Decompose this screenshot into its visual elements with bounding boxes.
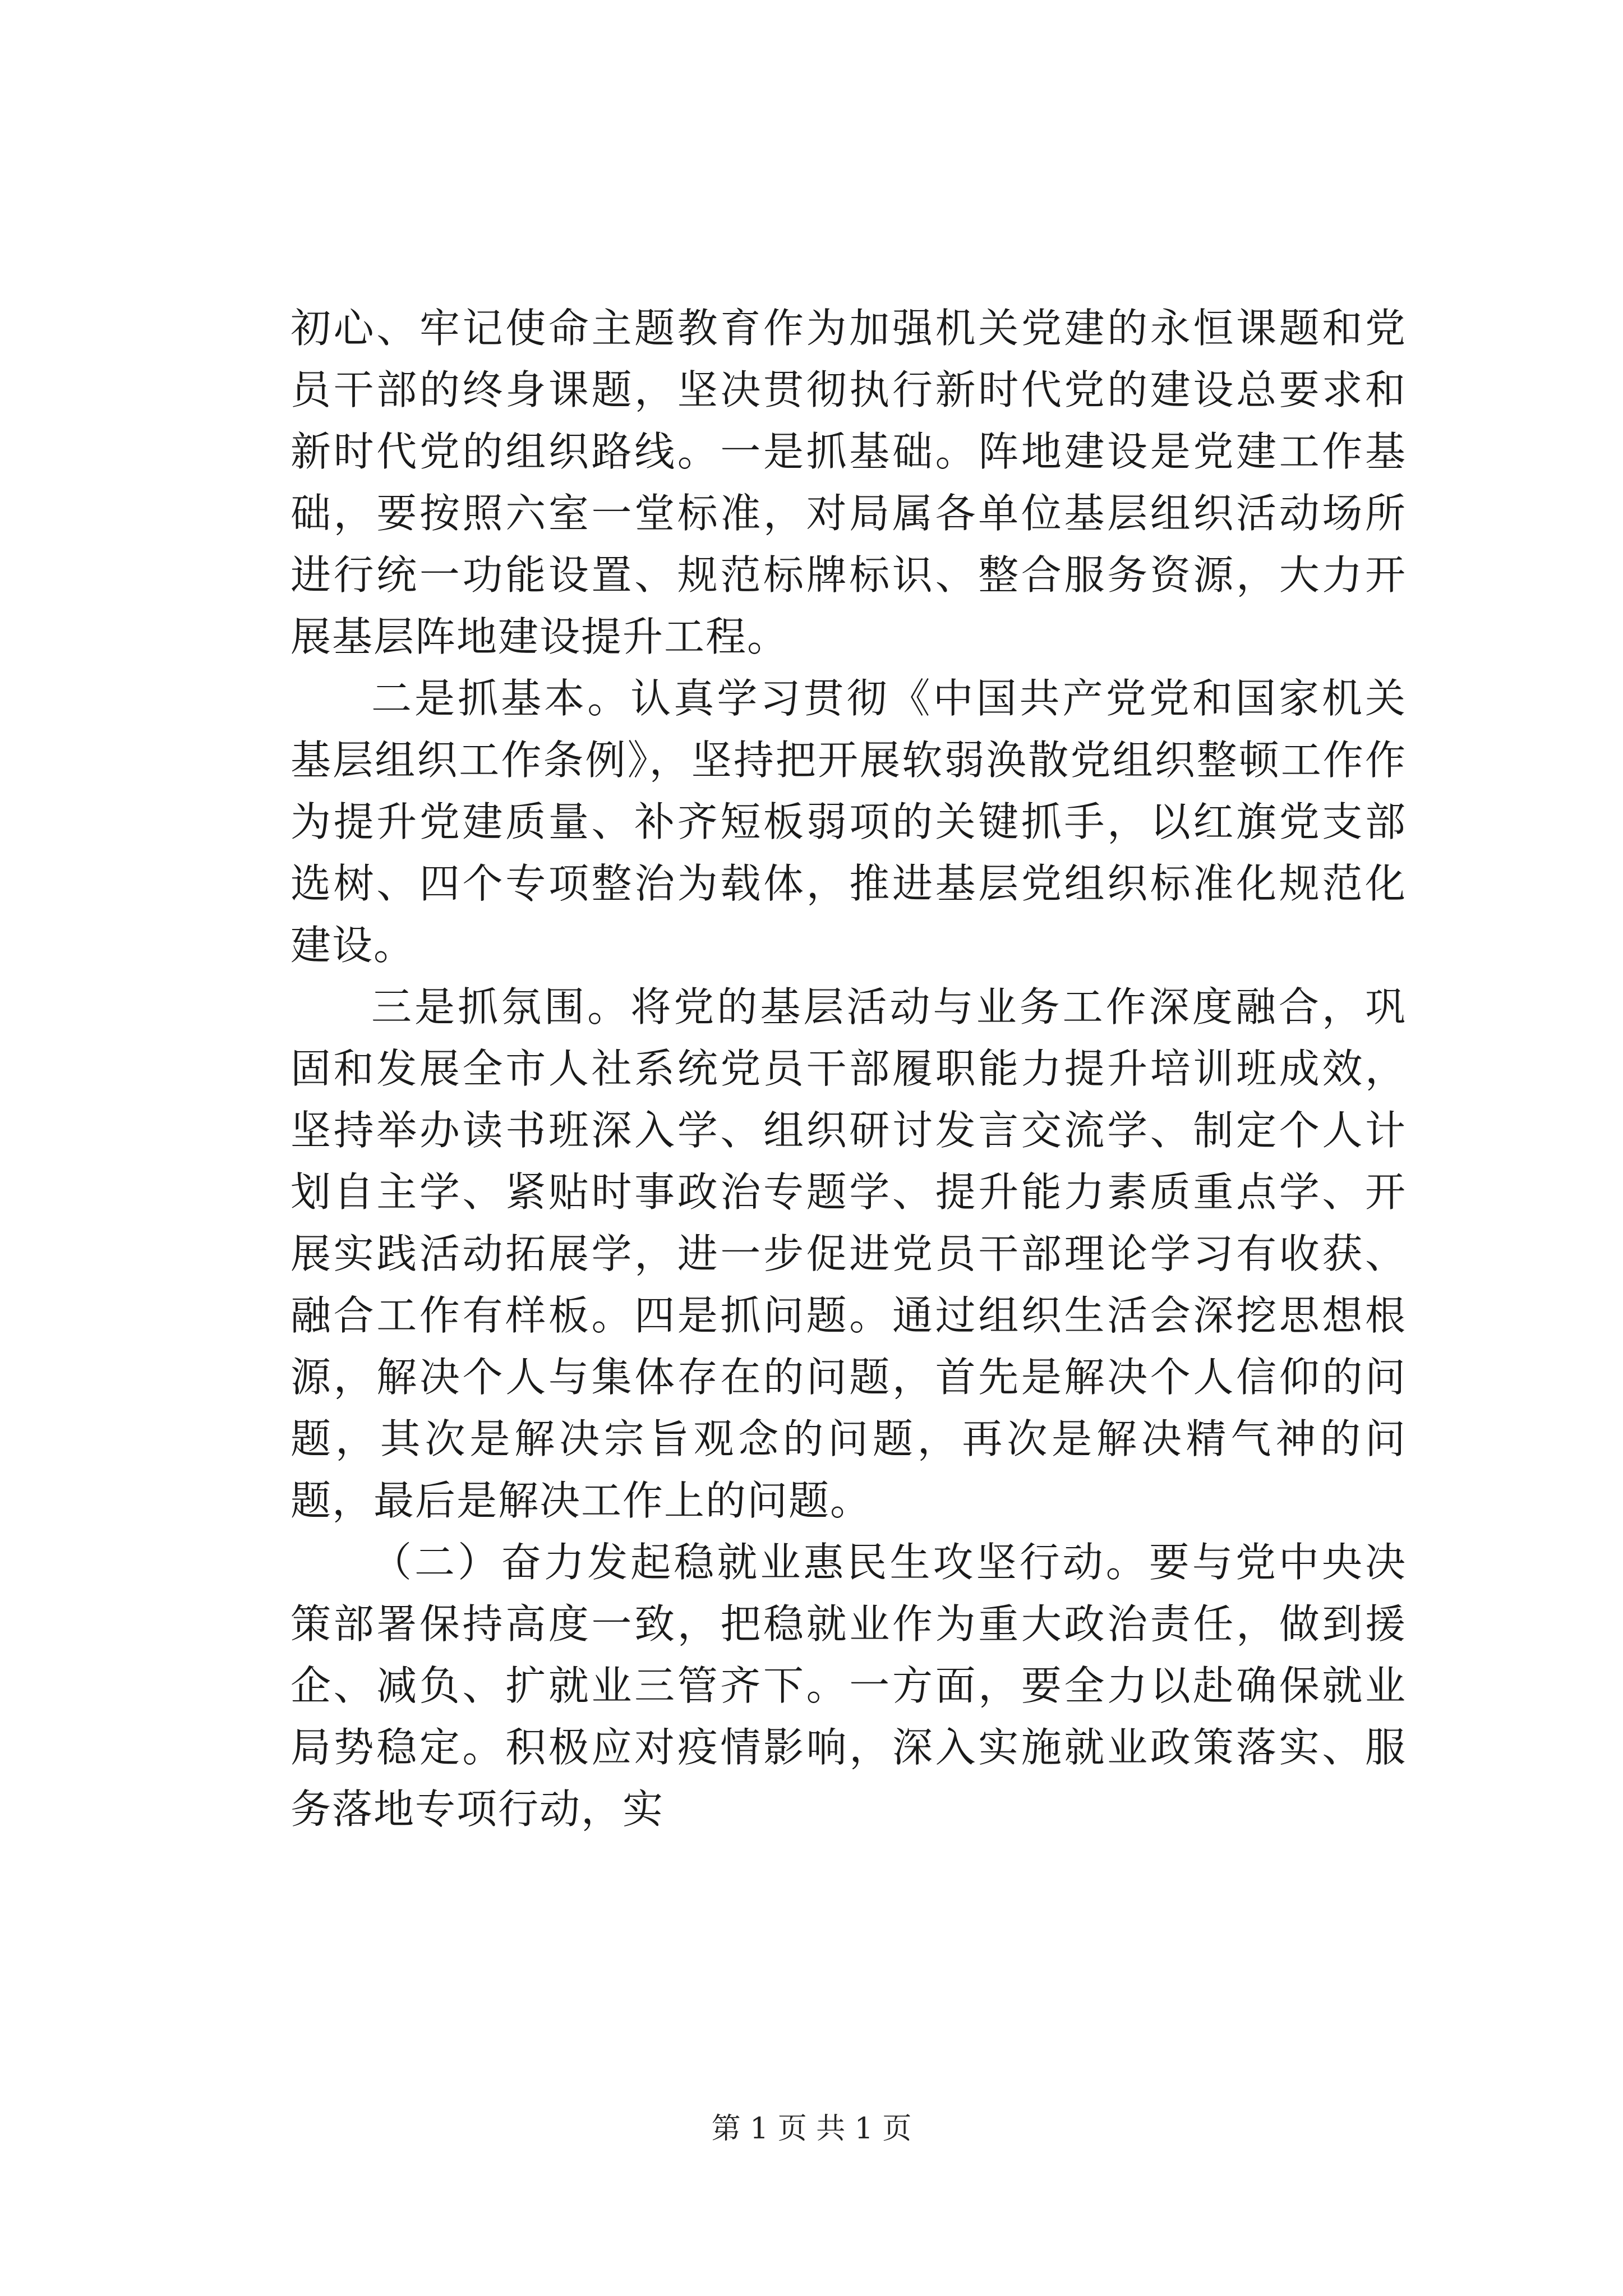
paragraph-1: 初心、牢记使命主题教育作为加强机关党建的永恒课题和党员干部的终身课题，坚决贯彻执行新时代党的建设总要求和新时代党的组织路线。一是抓基础。阵地建设是党建工作基础，要按照六室一堂标准，对局属各单位基层组织活动场所进行统一功能设置、规范标牌标识、整合服务资源，大力开展基层阵地建设提升工程。 — [291, 305, 1407, 660]
document-body — [291, 297, 1407, 1840]
page-number-label: 第 1 页 共 1 页 — [711, 2112, 912, 2146]
paragraph-4: （二）奋力发起稳就业惠民生攻坚行动。要与党中央决策部署保持高度一致，把稳就业作为重大政治责任，做到援企、减负、扩就业三管齐下。一方面，要全力以赴确保就业局势稳定。积极应对疫情影响，深入实施就业政策落实、服务落地专项行动，实 — [291, 1539, 1407, 1833]
page-footer — [0, 2109, 1623, 2148]
paragraph-2: 二是抓基本。认真学习贯彻《中国共产党党和国家机关基层组织工作条例》，坚持把开展软弱涣散党组织整顿工作作为提升党建质量、补齐短板弱项的关键抓手，以红旗党支部选树、四个专项整治为载体，推进基层党组织标准化规范化建设。 — [291, 675, 1407, 969]
paragraph-3: 三是抓氛围。将党的基层活动与业务工作深度融合，巩固和发展全市人社系统党员干部履职能力提升培训班成效，坚持举办读书班深入学、组织研讨发言交流学、制定个人计划自主学、紧贴时事政治专题学、提升能力素质重点学、开展实践活动拓展学，进一步促进党员干部理论学习有收获、融合工作有样板。四是抓问题。通过组织生活会深挖思想根源，解决个人与集体存在的问题，首先是解决个人信仰的问题，其次是解决宗旨观念的问题，再次是解决精气神的问题，最后是解决工作上的问题。 — [291, 983, 1407, 1524]
